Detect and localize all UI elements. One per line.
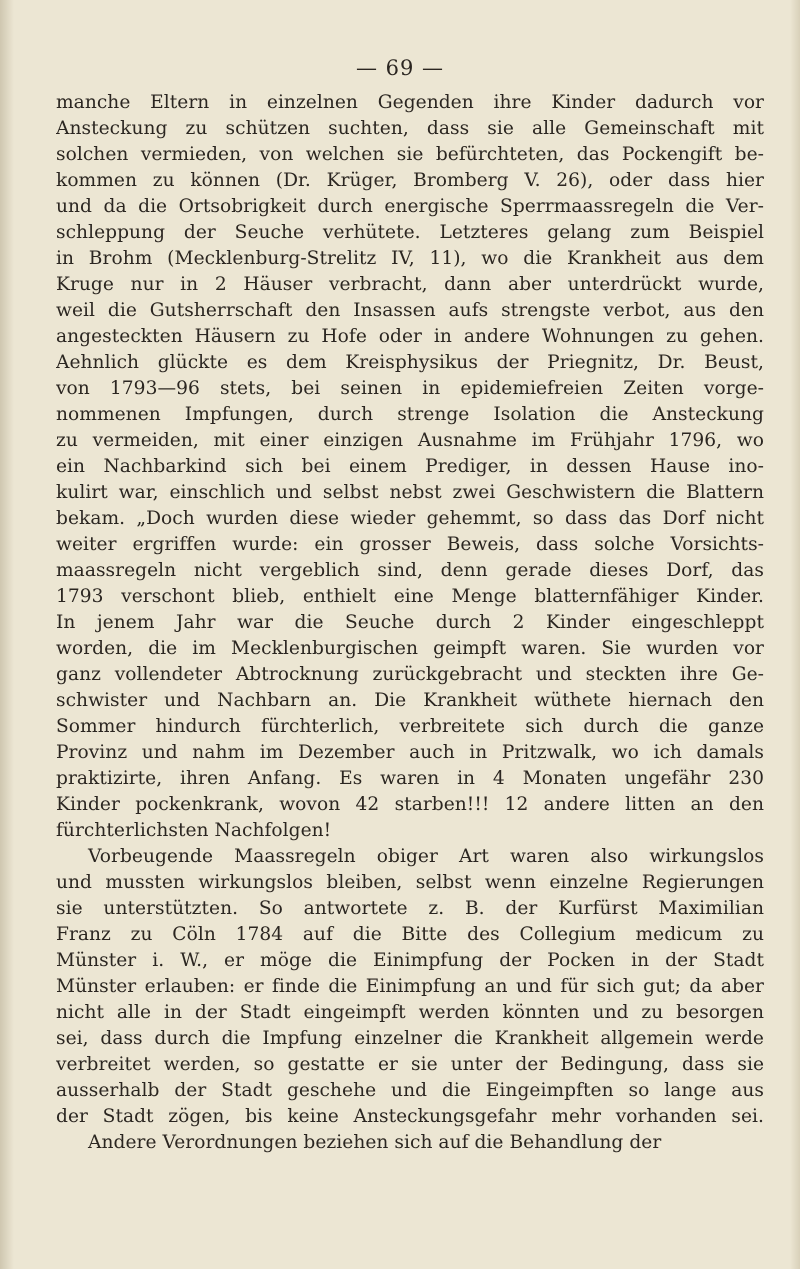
text-line: und mussten wirkungslos bleiben, selbst wenn einzelne Regierungen [56, 872, 764, 893]
text-line: praktizirte, ihren Anfang. Es waren in 4 Monaten ungefähr 230 [56, 768, 764, 789]
text-line: solchen vermieden, von welchen sie befürchteten, das Pockengift be- [56, 144, 764, 165]
text-line: Franz zu Cöln 1784 auf die Bitte des Collegium medicum zu [56, 924, 764, 945]
text-line: Vorbeugende Maassregeln obiger Art waren also wirkungslos [88, 846, 764, 867]
text-line: In jenem Jahr war die Seuche durch 2 Kinder eingeschleppt [56, 612, 764, 633]
text-line: Sommer hindurch fürchterlich, verbreitete sich durch die ganze [56, 716, 764, 737]
page-number: — 69 — [355, 56, 445, 80]
text-line: sei, dass durch die Impfung einzelner die Krankheit allgemein werde [56, 1028, 764, 1049]
text-line: Münster erlauben: er finde die Einimpfung an und für sich gut; da aber [56, 976, 764, 997]
text-line: bekam. „Doch wurden diese wieder gehemmt, so dass das Dorf nicht [56, 508, 764, 529]
text-line: weiter ergriffen wurde: ein grosser Beweis, dass solche Vorsichts- [56, 534, 764, 555]
text-line: maassregeln nicht vergeblich sind, denn gerade dieses Dorf, das [56, 560, 764, 581]
text-line: schwister und Nachbarn an. Die Krankheit wüthete hiernach den [56, 690, 764, 711]
body-text [56, 90, 764, 1156]
page-edge-right [790, 0, 800, 1269]
text-line: worden, die im Mecklenburgischen geimpft waren. Sie wurden vor [56, 638, 764, 659]
text-line: der Stadt zögen, bis keine Ansteckungsgefahr mehr vorhanden sei. [56, 1106, 764, 1127]
text-line: schleppung der Seuche verhütete. Letzteres gelang zum Beispiel [56, 222, 764, 243]
text-line: Aehnlich glückte es dem Kreisphysikus der Priegnitz, Dr. Beust, [56, 352, 764, 373]
text-line: fürchterlichsten Nachfolgen! [56, 820, 332, 841]
text-line: von 1793—96 stets, bei seinen in epidemiefreien Zeiten vorge- [56, 378, 764, 399]
text-line: 1793 verschont blieb, enthielt eine Menge blatternfähiger Kinder. [56, 586, 764, 607]
text-line: ganz vollendeter Abtrocknung zurückgebracht und steckten ihre Ge- [56, 664, 764, 685]
text-line: zu vermeiden, mit einer einzigen Ausnahme im Frühjahr 1796, wo [56, 430, 764, 451]
text-line: angesteckten Häusern zu Hofe oder in andere Wohnungen zu gehen. [56, 326, 764, 347]
text-line: weil die Gutsherrschaft den Insassen aufs strengste verbot, aus den [56, 300, 764, 321]
text-line: ein Nachbarkind sich bei einem Prediger, in dessen Hause ino- [56, 456, 764, 477]
text-line: in Brohm (Mecklenburg-Strelitz IV, 11), wo die Krankheit aus dem [56, 248, 764, 269]
text-line: verbreitet werden, so gestatte er sie unter der Bedingung, dass sie [56, 1054, 764, 1075]
text-line: ausserhalb der Stadt geschehe und die Eingeimpften so lange aus [56, 1080, 764, 1101]
text-line: und da die Ortsobrigkeit durch energische Sperrmaassregeln die Ver- [56, 196, 764, 217]
text-line: nicht alle in der Stadt eingeimpft werden könnten und zu besorgen [56, 1002, 764, 1023]
text-line: manche Eltern in einzelnen Gegenden ihre Kinder dadurch vor [56, 92, 764, 113]
page-edge-left [0, 0, 14, 1269]
text-line: Kruge nur in 2 Häuser verbracht, dann aber unterdrückt wurde, [56, 274, 764, 295]
text-line: Ansteckung zu schützen suchten, dass sie alle Gemeinschaft mit [56, 118, 764, 139]
text-line: Provinz und nahm im Dezember auch in Pritzwalk, wo ich damals [56, 742, 764, 763]
text-line: kommen zu können (Dr. Krüger, Bromberg V. 26), oder dass hier [56, 170, 764, 191]
text-line: kulirt war, einschliсh und selbst nebst zwei Geschwistern die Blattern [56, 482, 764, 503]
text-line: sie unterstützten. So antwortete z. B. der Kurfürst Maximilian [56, 898, 764, 919]
text-line: nommenen Impfungen, durch strenge Isolation die Ansteckung [56, 404, 764, 425]
text-line: Münster i. W., er möge die Einimpfung der Pocken in der Stadt [56, 950, 764, 971]
text-line: Andere Verordnungen beziehen sich auf die Behandlung der [88, 1132, 662, 1153]
text-line: Kinder pockenkrank, wovon 42 starben!!! 12 andere litten an den [56, 794, 764, 815]
